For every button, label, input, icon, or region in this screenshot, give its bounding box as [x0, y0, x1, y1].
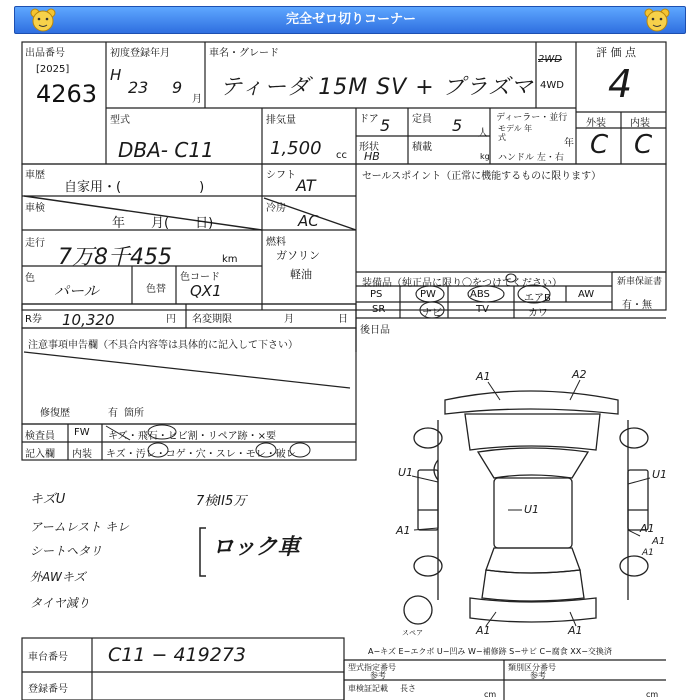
car-name: ティーダ 15M SV + プラズマ	[220, 75, 534, 100]
era: H	[110, 66, 122, 84]
load-label: 積載	[412, 142, 432, 153]
entry-label: 記入欄	[25, 449, 55, 460]
notes-label: 注意事項申告欄（不具合内容等は具体的に記入して下さい）	[28, 340, 298, 351]
equip-airbag: エアB	[524, 293, 551, 304]
lock-stamp: ロック車	[212, 535, 300, 560]
inspector-row1: キズ・飛石・ヒビ割・リペア跡・×要	[108, 431, 276, 442]
fuel-alt: 軽油	[290, 268, 312, 281]
chassis-value: C11 − 419273	[108, 644, 246, 666]
year-tag: [2025]	[36, 64, 70, 75]
class-label: 類別区分番号	[508, 663, 556, 672]
repair-place: 箇所	[124, 408, 144, 419]
interior-grade: C	[634, 130, 653, 160]
model-label: 型式	[110, 115, 130, 126]
reg-year: 23	[128, 78, 149, 97]
handle-label: ハンドル 左・右	[498, 153, 564, 163]
damage-mark: U1	[524, 503, 540, 516]
inspector-row2: キズ・汚レ・コゲ・穴・スレ・モレ・破レ	[106, 449, 296, 460]
doors: 5	[380, 116, 391, 135]
damage-mark: A1	[476, 624, 491, 637]
chassis-label: 車台番号	[28, 652, 68, 663]
warranty-label: 新車保証書	[617, 277, 663, 287]
note-line: キズU	[30, 492, 66, 507]
equip-tv: TV	[476, 304, 489, 315]
damage-mark: A1	[568, 624, 583, 637]
cc-unit: cc	[336, 150, 347, 161]
equip-sr: SR	[372, 304, 386, 315]
drive-scribble: 2WD	[538, 54, 562, 65]
length-label: 長さ	[400, 684, 416, 693]
type-label: 型式指定番号	[348, 663, 396, 672]
inspection-value: 年 月( 日)	[112, 216, 214, 231]
inspection-label: 車検	[25, 203, 45, 214]
note-line: アームレスト キレ	[30, 520, 129, 534]
damage-mark: A1	[652, 536, 666, 547]
model-year-label: モデル 年式	[498, 124, 533, 142]
name-change-label: 名変期限	[192, 314, 232, 325]
rear-seat-label: 後日品	[360, 325, 390, 336]
color-code-label: 色コード	[180, 272, 220, 283]
repair-value: 有	[108, 408, 118, 419]
capacity-label: 定員	[412, 114, 432, 125]
yen-unit: 円	[166, 314, 176, 325]
warranty-value: 有・無	[622, 300, 652, 311]
fuel: ガソリン	[276, 249, 320, 262]
inspector-label: 検査員	[25, 431, 55, 442]
color-change-label: 色替	[146, 284, 166, 295]
km-unit: km	[222, 254, 238, 265]
note-line: シートヘタリ	[30, 544, 103, 558]
damage-legend: A−キズ E−エクボ U−凹み W−補修跡 S−サビ C−腐食 XX−交換済	[368, 647, 612, 656]
recycle-value: 10,320	[62, 311, 115, 329]
first-reg-label: 初度登録年月	[110, 48, 170, 59]
shift: AT	[296, 176, 316, 195]
mid-note: 7検II5万	[196, 494, 247, 509]
equip-leather: カワ	[528, 308, 548, 319]
month-unit: 月	[192, 94, 202, 105]
month-unit-2: 月	[284, 314, 294, 325]
recycle-label: R券	[25, 314, 42, 325]
equip-navi: ナビ	[422, 308, 442, 319]
person-unit: 人	[478, 128, 488, 139]
name-label: 車名・グレード	[209, 48, 279, 59]
drive: 4WD	[540, 80, 564, 91]
equipment-label: 装備品（純正品に限り〇をつけてください）	[362, 278, 562, 289]
damage-mark: A1	[396, 524, 411, 537]
ac: AC	[298, 212, 319, 230]
reg-label: 登録番号	[28, 684, 68, 695]
damage-mark: A1	[640, 522, 655, 535]
kg-unit: kg	[480, 152, 490, 161]
reg-month: 9	[172, 78, 183, 97]
year-unit: 年	[564, 138, 574, 149]
exterior-label: 外装	[586, 118, 606, 129]
score-label: 評 価 点	[596, 46, 636, 59]
sales-label: セールスポイント（正常に機能するものに限ります）	[362, 171, 602, 182]
dealer-label: ディーラー・並行	[496, 113, 568, 123]
day-unit: 日	[338, 314, 348, 325]
damage-mark: U1	[652, 468, 668, 481]
damage-mark: A1	[642, 548, 654, 558]
cm-unit: cm	[484, 690, 497, 699]
equip-aw: AW	[578, 289, 595, 300]
mileage-label: 走行	[25, 238, 45, 249]
color: パール	[54, 282, 99, 300]
banner-title: 完全ゼロ切りコーナー	[285, 12, 416, 27]
lot-number: 4263	[36, 80, 98, 108]
exterior-grade: C	[590, 130, 609, 160]
equip-abs: ABS	[470, 289, 490, 300]
displacement-label: 排気量	[266, 115, 296, 126]
ref-label-2: 参考	[530, 671, 546, 680]
shape-label: 形状	[359, 142, 379, 153]
ref-label: 参考	[370, 671, 386, 680]
interior-row-label: 内装	[72, 449, 92, 460]
note-line: 外AWキズ	[30, 570, 86, 584]
damage-mark: A1	[476, 370, 491, 383]
mileage: 7万8千455	[58, 245, 172, 270]
lot-label: 出品番号	[25, 48, 65, 59]
color-label: 色	[25, 273, 35, 284]
fw-label: FW	[74, 427, 90, 438]
history-value: 自家用・( )	[64, 180, 205, 195]
damage-mark: A2	[572, 368, 587, 381]
history-label: 車歴	[25, 170, 45, 181]
cert-label: 車検証記載	[348, 684, 388, 693]
equip-pw: PW	[420, 289, 436, 300]
equip-ps: PS	[370, 289, 383, 300]
shift-label: シフト	[266, 170, 296, 181]
spare-label: スペア	[402, 629, 423, 637]
fuel-label: 燃料	[266, 237, 286, 248]
color-code: QX1	[190, 282, 222, 300]
model: DBA- C11	[118, 138, 214, 162]
capacity: 5	[452, 116, 463, 135]
cm-unit-2: cm	[646, 690, 659, 699]
interior-label: 内装	[630, 118, 650, 129]
damage-mark: U1	[398, 466, 414, 479]
door-label: ドア	[359, 114, 379, 125]
ac-label: 冷房	[266, 203, 286, 214]
displacement: 1,500	[270, 138, 322, 159]
shape: HB	[364, 150, 380, 163]
score: 4	[608, 62, 633, 106]
repair-label: 修復歴	[40, 408, 70, 419]
note-line: タイヤ減り	[30, 596, 90, 610]
